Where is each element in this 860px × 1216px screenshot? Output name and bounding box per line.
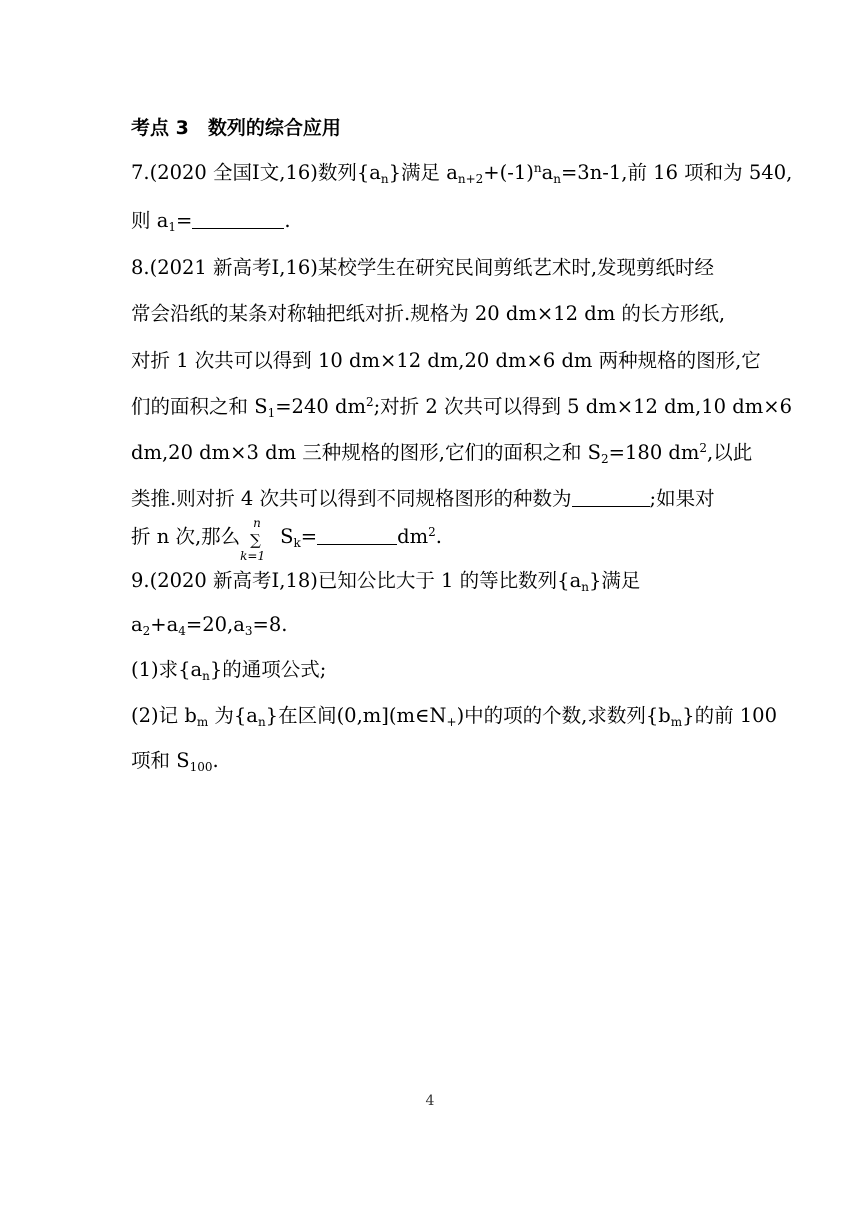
question-8-line-1: 8.(2021 新高考Ⅰ,16)某校学生在研究民间剪纸艺术时,发现剪纸时经 xyxy=(131,256,715,279)
question-9-line-1: 9.(2020 新高考Ⅰ,18)已知公比大于 1 的等比数列$\{a_n\}$满足 xyxy=(131,569,641,594)
question-8-line-3: 对折 1 次共可以得到 10 dm×12 dm,20 dm×6 dm 两种规格的图形,它 xyxy=(131,349,761,372)
question-8-line-4: 们的面积之和 $S_1=240$ $dm^2$;对折 2 次共可以得到 5 dm×12 dm,10 dm×6 xyxy=(131,395,792,420)
question-9-line-2: $a_2+a_4=20,a_3=8$. xyxy=(131,613,288,638)
page-number: 4 xyxy=(425,1093,435,1109)
question-8-line-5: dm,20 dm×3 dm 三种规格的图形,它们的面积之和 $S_2=180$ $dm^2$,以此 xyxy=(131,441,753,466)
answer-blank-q8-sum[interactable] xyxy=(317,526,397,545)
question-7-line-2: 则 $a_1=$ . xyxy=(131,209,291,234)
question-9-part-2-line-1: (2)记 $b_m$ 为$\{a_n\}$在区间$(0,m](m\in N_+)$中的项的个数,求数列$\{b_m\}$的前 100 xyxy=(131,704,777,729)
section-title: 考点 3 数列的综合应用 xyxy=(131,117,341,139)
answer-blank-q8-count[interactable] xyxy=(572,488,650,507)
question-9-part-2-line-2: 项和 $S_{100}$. xyxy=(131,749,219,774)
question-7-line-1: 7.(2020 全国Ⅰ文,16)数列$\{a_n\}$满足 $a_{n+2}+(-1)^na_n=3n-1$,前 16 项和为 540, xyxy=(131,161,793,186)
summation-symbol: n ∑ k=1 xyxy=(240,516,266,563)
question-8-line-7: 折 n 次,那么 n ∑ k=1 $S_k= dm^2$. xyxy=(131,516,442,563)
question-8-line-2: 常会沿纸的某条对称轴把纸对折.规格为 20 dm×12 dm 的长方形纸, xyxy=(131,302,726,325)
answer-blank-q7[interactable] xyxy=(192,210,284,229)
question-9-part-1: (1)求$\{a_n\}$的通项公式; xyxy=(131,658,327,683)
question-8-line-6: 类推.则对折 4 次共可以得到不同规格图形的种数为 ;如果对 xyxy=(131,487,715,510)
